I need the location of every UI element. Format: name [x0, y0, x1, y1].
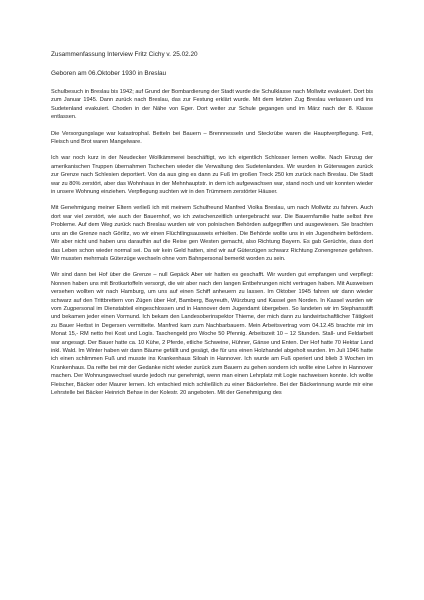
document-body	[51, 50, 373, 405]
paragraph-return-breslau: Ich war noch kurz in der Neudecker Wollkämmerei beschäftigt, wo ich eigentlich Schlosser lernen wollte. Nach Einzug der amerikanischen Truppen übernahmen Tschechen wieder die Verwaltung des Sudetenlandes. Wir wurden in Güterwagen zurück zur Grenze nach Schlesien deportiert. Von da aus ging es dann zu Fuß im großen Treck 250 km zurück nach Breslau. Die Stadt war zu 80% zerstört, aber das Wohnhaus in der Mehnhauptstr. in dem ich aufgewachsen war, stand noch und wir konnten wieder in unsere Wohnung einziehen. Verpflegung suchten wir in den Trümmern zerstörter Häuser.	[51, 155, 373, 196]
paragraph-supply: Die Versorgungslage war katastrophal. Betteln bei Bauern – Brennnesseln und Steckrübe waren die Hauptverpflegung. Fett, Fleisch und Brot waren Mangelware.	[51, 130, 373, 146]
document-title: Zusammenfassung Interview Fritz Cichy v. 25.02.20	[51, 51, 198, 58]
paragraph-border-hannover: Wir sind dann bei Hof über die Grenze – null Gepäck Aber wir hatten es geschafft. Wir wurden gut empfangen und verpflegt: Nonnen haben uns mit Brotkartoffeln versorgt, die wir aber nach den langen Entbehrungen nicht vertragen haben. Mit Ausweisen versehen wollten wir nach Hamburg, um uns auf einen Schiff anheuern zu lassen. Im Oktober 1945 fahren wir dann wieder schwarz auf den Trittbrettern von Zügen über Hof, Bamberg, Bayreuth, Würzburg und Kassel gen Norden. In Kassel wurden wir vom Zugpersonal im Dienstabteil eingeschlossen und in Hannover dem Jugendamt übergeben. So landeten wir im Stephansstift und bekamen jeder einen Vormund. Ich bekam den Landesoberinspektor Thieme, der mich dann zu landwirtschaftlicher Tätigkeit zu Bauer Herbst in Degersen vermittelte. Manfred kam zum Nachbarbauern. Mein Arbeitsvertrag vom 04.12.45 brachte mir im Monat 15,- RM netto frei Kost und Logis. Taschengeld pro Woche 50 Pfennig. Arbeitszeit 10 – 12 Stunden. Stall- und Feldarbeit war angesagt. Der Bauer hatte ca. 10 Kühe, 2 Pferde, etliche Schweine, Hühner, Gänse und Enten. Der Hof hatte 70 Hektar Land inkl. Wald. Im Winter haben wir dann Bäume gefällt und gesägt, die für uns einen Holzhandel abgeholt wurden. Im Juli 1946 hatte ich einen schlimmen Fuß und musste ins Krankenhaus Siloah in Hannover. Ich wurde am Fuß operiert und blieb 3 Wochen im Krankenhaus. Da reifte bei mir der Gedanke nicht wieder zurück zum Bauern zu gehen sondern ich wollte eine Lehre in Hannover machen. Der Wohnungswechsel wurde jedoch nur genehmigt, wenn man einen Lehrplatz mit Logie nachweisen konnte. Ich wollte Fleischer, Bäcker oder Maurer lernen. Ich entschied mich schließlich zu einer Bäckerlehre. Bei der Bäckerinnung wurde mir eine Lehrstelle bei Bäcker Heinrich Behse in der Kolestr. 20 angeboten. Mit der Genehmigung des	[51, 272, 373, 396]
paragraph-school: Schulbesuch in Breslau bis 1942; auf Grund der Bombardierung der Stadt wurde die Schulklasse nach Mollwitz evakuiert. Dort bis zum Januar 1945. Dann zurück nach Breslau, das zur Festung erklärt wurde. Mit dem letzten Zug Breslau verlassen und ins Sudetenland evakuiert. Choden in der Nähe von Eger. Dort weiter zur Schule gegangen und im März nach der 8. Klasse entlassen.	[51, 89, 373, 121]
paragraph-mollwitz-journey: Mit Genehmigung meiner Eltern verließ ich mit meinem Schulfreund Manfred Violka Breslau, um nach Mollwitz zu fahren. Auch dort war viel zerstört, wie auch der Bauernhof, wo ich zwischenzeitlich untergebracht war. Die Bauernfamilie hatte selbst ihre Probleme. Auf dem Weg zurück nach Breslau wurden wir von polnischen Behörden aufgegriffen und ausgewiesen. Sie brachten uns an die Grenze nach Görlitz, wo wir einen Flüchtlingsausweis erhielten. Die Behörde wollte uns in ein Jugendheim befördern. Wir aber nicht und haben uns daraufhin auf die Reise gen Westen gemacht, also Richtung Bayern. Es gab Gerüchte, dass dort das Leben schon wieder normal sei. Da wir kein Geld hatten, sind wir auf Güterzügen schwarz Richtung Zonengrenze gefahren. Wir mussten mehrmals Güterzüge wechseln ohne vom Bahnpersonal bemerkt worden zu sein.	[51, 205, 373, 262]
birth-line: Geboren am 06.Oktober 1930 in Breslau	[51, 70, 167, 77]
